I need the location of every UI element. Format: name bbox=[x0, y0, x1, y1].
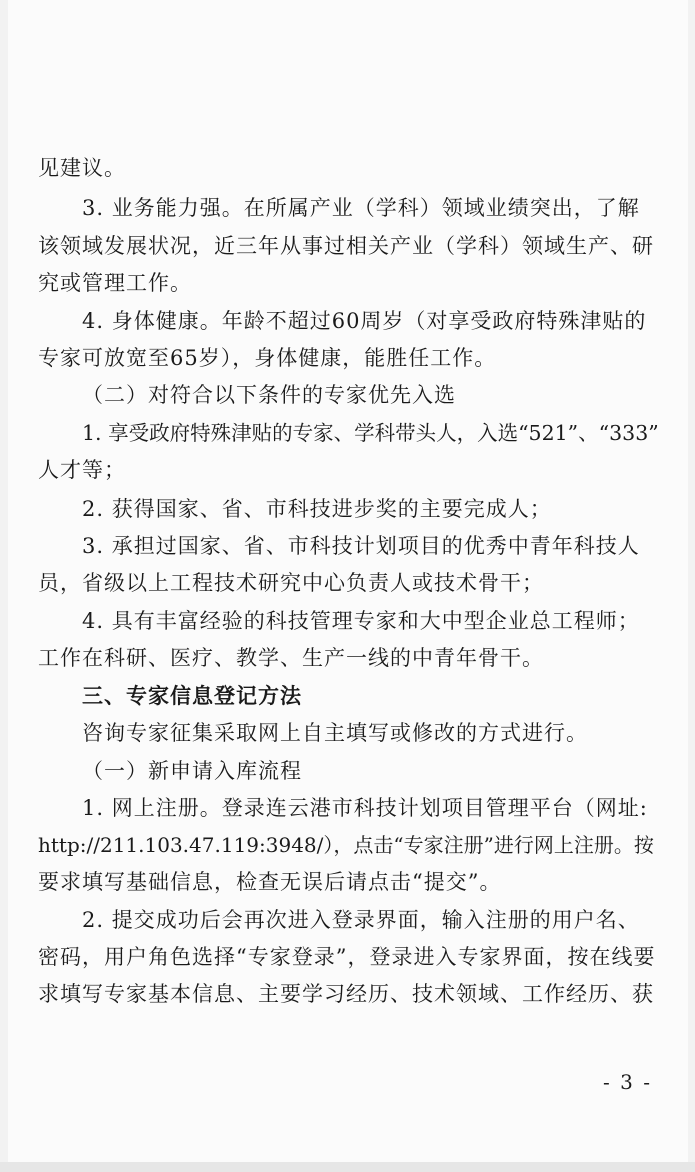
text-line: 4. 具有丰富经验的科技管理专家和大中型企业总工程师； bbox=[82, 609, 640, 633]
text-line: 究或管理工作。 bbox=[38, 271, 192, 295]
text-line: 3. 承担过国家、省、市科技计划项目的优秀中青年科技人 bbox=[82, 534, 640, 558]
section-heading: 三、专家信息登记方法 bbox=[82, 684, 302, 708]
text-line: 密码，用户角色选择“专家登录”，登录进入专家界面，按在线要 bbox=[38, 945, 656, 969]
text-line: 工作在科研、医疗、教学、生产一线的中青年骨干。 bbox=[38, 646, 544, 670]
text-line: http://211.103.47.119:3948/），点击“专家注册”进行网上注册。按 bbox=[38, 833, 654, 857]
text-line: 1. 享受政府特殊津贴的专家、学科带头人，入选“521”、“333” bbox=[82, 421, 659, 445]
text-line: 专家可放宽至65岁），身体健康，能胜任工作。 bbox=[38, 346, 497, 370]
section-subheading: （二）对符合以下条件的专家优先入选 bbox=[82, 383, 456, 407]
text-line: 3. 业务能力强。在所属产业（学科）领域业绩突出，了解 bbox=[82, 196, 640, 220]
text-line: 1. 网上注册。登录连云港市科技计划项目管理平台（网址: bbox=[82, 796, 648, 820]
text-line: 求填写专家基本信息、主要学习经历、技术领域、工作经历、获 bbox=[38, 982, 654, 1006]
text-line: 要求填写基础信息，检查无误后请点击“提交”。 bbox=[38, 870, 502, 894]
text-line: 人才等； bbox=[38, 458, 126, 482]
text-line: 2. 提交成功后会再次进入登录界面，输入注册的用户名、 bbox=[82, 908, 640, 932]
document-page bbox=[8, 0, 688, 1162]
section-subheading: （一）新申请入库流程 bbox=[82, 759, 302, 783]
text-line: 该领域发展状况，近三年从事过相关产业（学科）领域生产、研 bbox=[38, 234, 654, 258]
text-line: 员，省级以上工程技术研究中心负责人或技术骨干； bbox=[38, 571, 544, 595]
page-edge bbox=[0, 1162, 695, 1172]
text-line: 咨询专家征集采取网上自主填写或修改的方式进行。 bbox=[82, 721, 588, 745]
page-number: - 3 - bbox=[603, 1070, 652, 1094]
text-line: 4. 身体健康。年龄不超过60周岁（对享受政府特殊津贴的 bbox=[82, 309, 647, 333]
text-line: 2. 获得国家、省、市科技进步奖的主要完成人； bbox=[82, 497, 552, 521]
text-line: 见建议。 bbox=[38, 156, 126, 180]
